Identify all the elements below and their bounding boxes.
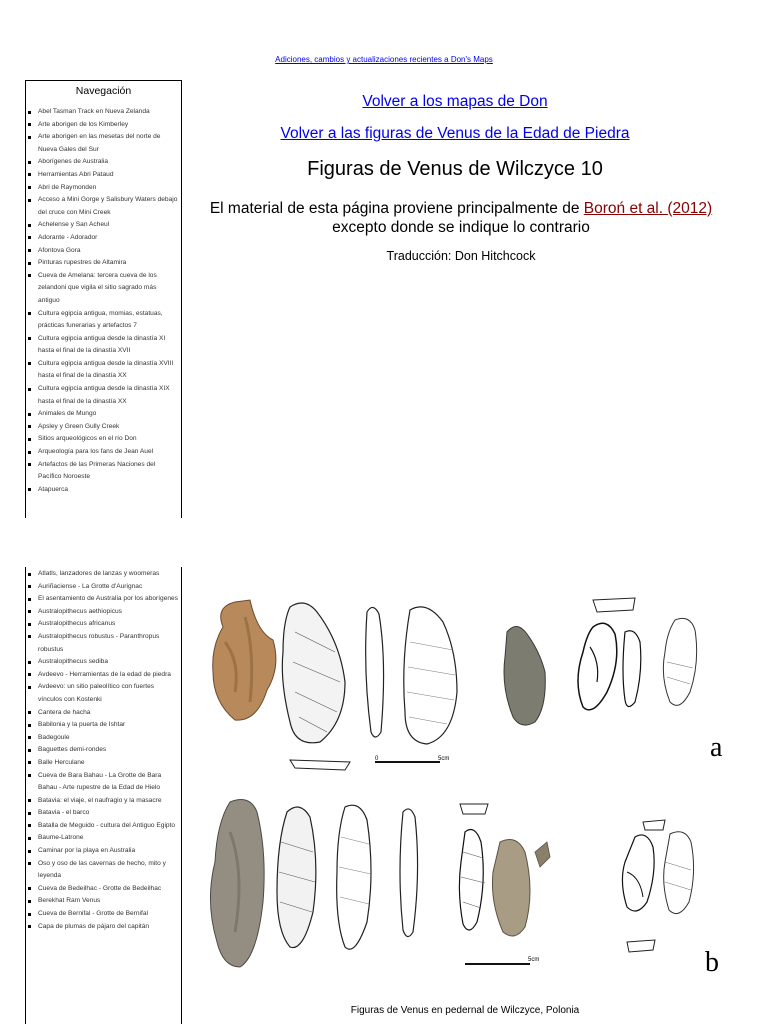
nav-item-link[interactable]: El asentamiento de Australia por los aborígenes xyxy=(38,595,179,603)
artifact-photo-b1 xyxy=(210,800,264,967)
nav-item xyxy=(26,182,181,195)
nav-item-link[interactable]: Australopithecus robustus - Paranthropus robustus xyxy=(38,632,160,653)
nav-item xyxy=(26,618,181,631)
nav-item-link[interactable]: Atlatls, lanzadores de lanzas y woomeras xyxy=(38,570,160,577)
nav-item-link[interactable]: Adorante - Adorador xyxy=(38,233,98,241)
nav-item xyxy=(26,232,181,245)
nav-item-link[interactable]: Oso y oso de las cavernas de hecho, mito y leyenda xyxy=(38,859,166,880)
nav-item-link[interactable]: Australopithecus sediba xyxy=(38,658,109,666)
nav-item-link[interactable]: Atapuerca xyxy=(38,485,69,493)
artifact-section-a xyxy=(593,598,635,612)
nav-item xyxy=(26,106,181,119)
nav-item xyxy=(26,581,181,594)
boron-2012-reference-link[interactable]: Boroń et al. (2012) xyxy=(583,200,713,217)
nav-item xyxy=(26,707,181,720)
nav-item xyxy=(26,631,181,656)
nav-item-link[interactable]: Berekhat Ram Venus xyxy=(38,897,101,905)
nav-item-link[interactable]: Auriñaciense - La Grotte d'Aurignac xyxy=(38,582,143,590)
nav-item xyxy=(26,895,181,908)
artifact-section-b3 xyxy=(627,940,655,952)
nav-item-link[interactable]: Cultura egipcia antigua, momias, estatuas, prácticas funerarias y artefactos 7 xyxy=(38,309,163,330)
panel-label-a: a xyxy=(710,732,723,763)
nav-item xyxy=(26,421,181,434)
nav-item-link[interactable]: Australopithecus aethiopicus xyxy=(38,607,122,615)
scale-bar-a-zero: 0 xyxy=(375,756,379,762)
nav-item-link[interactable]: Avdeevo: un sitio paleolítico con fuertes vínculos con Kostenki xyxy=(38,683,155,703)
intro-text-before: El material de esta página proviene principalmente de xyxy=(209,200,584,217)
nav-item xyxy=(26,484,181,497)
artifact-drawings xyxy=(195,572,755,1002)
scale-bar-a-end: 5cm xyxy=(438,756,450,762)
nav-item xyxy=(26,169,181,182)
nav-item xyxy=(26,333,181,358)
nav-item xyxy=(26,245,181,258)
nav-item xyxy=(26,858,181,883)
nav-item-link[interactable]: Cultura egipcia antigua desde la dinastía XVIII hasta el final de la dinastía XX xyxy=(38,359,174,380)
nav-item xyxy=(26,219,181,232)
nav-item-link[interactable]: Arte aborigen en las mesetas del norte de Nueva Gales del Sur xyxy=(38,133,161,153)
nav-item xyxy=(26,883,181,896)
nav-item-link[interactable]: Cueva de Bara Bahau - La Grotte de Bara Bahau - Arte rupestre de la Edad de Hielo xyxy=(38,771,162,792)
intro-paragraph xyxy=(205,199,717,237)
nav-item xyxy=(26,308,181,333)
nav-item-link[interactable]: Acceso a Mini Gorge y Salisbury Waters debajo del cruce con Mini Creek xyxy=(38,196,178,216)
navigation-panel xyxy=(25,80,182,518)
nav-item xyxy=(26,358,181,383)
recent-changes-link[interactable]: Adiciones, cambios y actualizaciones recientes a Don's Maps xyxy=(275,55,493,64)
nav-item xyxy=(26,656,181,669)
artifact-drawing-a2 xyxy=(282,603,345,743)
nav-item xyxy=(26,845,181,858)
nav-item-link[interactable]: Batavia: el viaje, el naufragio y la masacre xyxy=(38,796,162,804)
nav-item-link[interactable]: Abel Tasman Track en Nueva Zelanda xyxy=(38,108,150,115)
recent-changes-link-row xyxy=(0,55,768,64)
nav-item-link[interactable]: Animales de Mungo xyxy=(38,410,97,418)
nav-item-link[interactable]: Cultura egipcia antigua desde la dinastía XIX hasta el final de la dinastía XX xyxy=(38,385,170,405)
nav-item xyxy=(26,832,181,845)
nav-item xyxy=(26,820,181,833)
nav-item xyxy=(26,593,181,606)
navigation-list-continued xyxy=(26,568,181,933)
artifact-drawing-a4 xyxy=(404,607,457,744)
nav-item xyxy=(26,257,181,270)
nav-item xyxy=(26,270,181,308)
nav-item-link[interactable]: Babilonia y la puerta de Ishtar xyxy=(38,721,126,729)
nav-item xyxy=(26,568,181,581)
artifact-drawing-a7 xyxy=(623,631,641,707)
nav-item xyxy=(26,732,181,745)
navigation-title: Navegación xyxy=(75,85,132,97)
nav-item-link[interactable]: Apsley y Green Gully Creek xyxy=(38,422,120,430)
artifact-drawing-a8 xyxy=(663,618,696,705)
nav-item xyxy=(26,807,181,820)
panel-label-b: b xyxy=(705,947,719,978)
nav-item xyxy=(26,156,181,169)
nav-item-link[interactable]: Aborígenes de Australia xyxy=(38,158,109,166)
nav-item-link[interactable]: Cantera de hacha xyxy=(38,708,91,716)
nav-item xyxy=(26,770,181,795)
artifact-drawing-b7 xyxy=(622,835,654,911)
nav-item-link[interactable]: Australopithecus africanus xyxy=(38,620,116,628)
artifact-drawing-b2 xyxy=(277,807,316,948)
nav-item xyxy=(26,459,181,484)
nav-item-link[interactable]: Avdeevo - Herramientas de la edad de piedra xyxy=(38,670,171,678)
back-to-maps-row xyxy=(205,93,705,111)
navigation-list xyxy=(26,106,181,496)
nav-item-link[interactable]: Batalla de Meguido - cultura del Antiguo Egipto xyxy=(38,821,176,829)
nav-item-link[interactable]: Cueva de Bedeilhac - Grotte de Bedeilhac xyxy=(38,884,162,892)
nav-item-link[interactable]: Badegoule xyxy=(38,733,70,741)
nav-item-link[interactable]: Arqueología para los fans de Jean Auel xyxy=(38,448,154,456)
flint-venus-figure xyxy=(195,572,755,1002)
artifact-drawing-b4 xyxy=(400,809,418,937)
nav-item-link[interactable]: Batavia - el barco xyxy=(38,809,90,817)
artifact-section-a2 xyxy=(290,760,350,770)
nav-item xyxy=(26,795,181,808)
artifact-drawing-a3 xyxy=(366,607,384,737)
nav-item-link[interactable]: Artefactos de las Primeras Naciones del Pacífico Noroeste xyxy=(38,460,156,481)
back-to-venus-row xyxy=(205,125,705,143)
nav-item xyxy=(26,194,181,219)
nav-item xyxy=(26,446,181,459)
nav-item xyxy=(26,744,181,757)
nav-item-link[interactable]: Balle Herculane xyxy=(38,758,85,766)
back-to-venus-figures-link[interactable]: Volver a las figuras de Venus de la Edad de Piedra xyxy=(280,125,630,142)
nav-item xyxy=(26,908,181,921)
artifact-drawing-b3 xyxy=(337,805,371,949)
intro-text-after: excepto donde se indique lo contrario xyxy=(332,219,590,236)
nav-item xyxy=(26,433,181,446)
translation-credit: Traducción: Don Hitchcock xyxy=(386,249,536,263)
nav-item-link[interactable]: Caminar por la playa en Australia xyxy=(38,847,136,855)
nav-item xyxy=(26,719,181,732)
artifact-drawing-b8 xyxy=(664,832,694,914)
nav-item xyxy=(26,921,181,934)
nav-item-link[interactable]: Baume-Latrone xyxy=(38,834,84,842)
nav-item xyxy=(26,408,181,421)
nav-item-link[interactable]: Arte aborigen de los Kimberley xyxy=(38,120,129,128)
nav-item xyxy=(26,606,181,619)
nav-item-link[interactable]: Sitios arqueológicos en el río Don xyxy=(38,435,137,443)
nav-item xyxy=(26,757,181,770)
nav-item-link[interactable]: Abri de Raymonden xyxy=(38,183,97,191)
figure-caption: Figuras de Venus en pedernal de Wilczyce, Polonia xyxy=(350,1005,580,1016)
nav-item-link[interactable]: Achelense y San Acheul xyxy=(38,221,110,229)
nav-item xyxy=(26,669,181,682)
artifact-photo-b6 xyxy=(492,840,530,936)
page-title: Figuras de Venus de Wilczyce 10 xyxy=(307,158,603,180)
nav-item-link[interactable]: Baguettes demi-rondes xyxy=(38,746,107,754)
artifact-section-b xyxy=(460,804,488,814)
nav-item xyxy=(26,131,181,156)
back-to-maps-link[interactable]: Volver a los mapas de Don xyxy=(362,93,548,110)
scale-bar-b-end: 5cm xyxy=(528,957,540,963)
artifact-section-b2 xyxy=(643,820,665,830)
nav-item-link[interactable]: Herramientas Abri Pataud xyxy=(38,170,114,178)
nav-item xyxy=(26,383,181,408)
nav-item-link[interactable]: Cultura egipcia antigua desde la dinastía XI hasta el final de la dinastía XVII xyxy=(38,334,166,355)
nav-item-link[interactable]: Cueva de Bernifal - Grotte de Bernifal xyxy=(38,910,148,918)
nav-item xyxy=(26,681,181,706)
nav-item-link[interactable]: Capa de plumas de pájaro del capitán xyxy=(38,922,150,930)
navigation-panel-continued xyxy=(25,567,182,1024)
nav-item-link[interactable]: Afontova Gora xyxy=(38,246,81,254)
nav-item-link[interactable]: Pinturas rupestres de Altamira xyxy=(38,259,127,267)
nav-item xyxy=(26,119,181,132)
artifact-photo-a5 xyxy=(504,626,545,725)
nav-item-link[interactable]: Cueva de Amelana: tercera cueva de los zelandoni que vigila el sitio sagrado más antiguo xyxy=(38,271,157,304)
